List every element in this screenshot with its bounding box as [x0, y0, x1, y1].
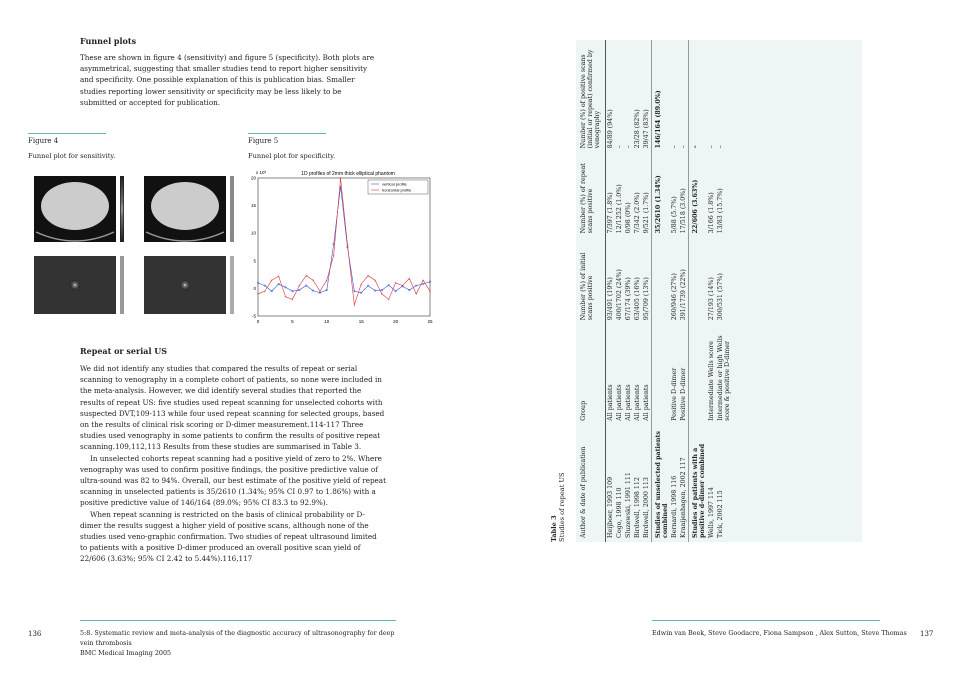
footer-line-1: 5:8. Systematic review and meta-analysis of the diagnostic accuracy of ultrasonography for deep vein thrombosis: [80, 629, 395, 647]
table3-row: [670, 40, 679, 542]
table3-grid: [576, 40, 732, 542]
table3-cell: 35/2610 (1.34%): [652, 152, 671, 237]
table3-cell: 0/98 (0%): [625, 202, 632, 234]
table3-cell: –: [680, 145, 687, 149]
page-number-left: 136: [28, 630, 42, 638]
horizontal-profile-point: +: [256, 292, 260, 297]
table3-row: [716, 40, 732, 542]
repeat-paragraph-2: In unselected cohorts repeat scanning had a positive yield of zero to 2%. Where venography was used to confirm positive findings, the positive predictive value of ultra-sound was 82 to 94%. Overall, our best estimate of the positive yield of repeat scanning in unselected patients is 35/2610 (1.34%; 95% CI 0.97 to 1.86%) with a positive predictive value of 146/164 (89.0%; 95% CI 83.3 to 92.9%).: [80, 453, 386, 508]
horizontal-profile-point: +: [339, 176, 343, 181]
figure5-caption: Funnel plot for specificity.: [248, 152, 336, 160]
y-tick-label: 20: [250, 175, 256, 181]
figure5-exponent: x 10³: [256, 170, 267, 175]
table3-cell: Bernardi, 1998 116: [671, 475, 678, 538]
horizontal-profile-point: +: [380, 292, 384, 297]
repeat-paragraph-1: We did not identify any studies that compared the results of repeat or serial scanning to venography in a complete cohort of patients, so none were included in the meta-analysis. However, we did identify several studies that reported the results of repeat US: five studies used repeat scanning for unselected cohorts with suspected DVT,109-113 while four used repeat scanning for selected groups, based on the results of clinical risk scoring or D-dimer measurement.114-117 Three studies used venography in some patients to confirm the results of positive repeat scanning.109,112,113 Results from these studies are summarised in Table 3.: [80, 364, 385, 452]
horizontal-profile-point: +: [297, 283, 301, 288]
horizontal-profile-point: +: [325, 278, 329, 283]
table3-row: [615, 40, 624, 542]
table3-cell: [689, 237, 708, 324]
y-tick-label: -5: [251, 313, 256, 319]
table3-title: Studies of repeat US: [558, 472, 566, 542]
horizontal-profile-point: +: [284, 294, 287, 299]
table3-cell: 5/88 (5.7%): [671, 196, 678, 234]
y-tick-label: 15: [250, 203, 256, 209]
footer-rule-left: [80, 620, 396, 621]
table3-cell: [689, 324, 708, 425]
horizontal-profile-point: +: [401, 283, 404, 288]
horizontal-profile-point: +: [263, 289, 267, 294]
table3-cell: –: [625, 145, 632, 149]
horizontal-profile-point: +: [277, 274, 281, 279]
horizontal-profile-point: +: [407, 276, 411, 281]
table3-summary-row: [689, 40, 708, 542]
table3-cell: 400/1702 (24%): [616, 269, 623, 321]
horizontal-profile-point: +: [373, 278, 377, 283]
horizontal-profile-line: [258, 178, 430, 308]
x-tick-label: 20: [393, 319, 399, 324]
horizontal-profile-point: +: [332, 253, 336, 258]
table3-cell: Cogo, 1998 110: [616, 487, 623, 538]
table3-cell: 9/521 (1.7%): [643, 192, 650, 234]
footer-left: [80, 628, 410, 658]
legend-horizontal: horizontal profile: [382, 187, 412, 193]
horizontal-profile-point: +: [270, 278, 274, 283]
table3-cell: 3/166 (1.8%): [708, 192, 715, 234]
funnel-plots-heading: Funnel plots: [80, 36, 137, 46]
table3-cell: 27/193 (14%): [708, 277, 715, 321]
table3-label: Table 3: [550, 515, 558, 542]
table3-row: [606, 40, 616, 542]
horizontal-profile-point: +: [421, 278, 425, 283]
table3-header: Number (%) of repeat scans positive: [576, 152, 606, 237]
figure5-plot-title: 1D profiles of 2mm thick elliptical phantom: [301, 171, 395, 177]
vertical-profile-line: [258, 186, 430, 293]
page-number-right: 137: [920, 630, 934, 638]
funnel-plots-paragraph: These are shown in figure 4 (sensitivity) and figure 5 (specificity). Both plots are asymmetrical, suggesting that smaller studies tend to report higher sensitivity and specificity. One possible explanation of this is publication bias. Smaller studies reporting lower sensitivity or specificity may be less likely to be submitted or accepted for publication.: [80, 53, 375, 107]
figure5-label: Figure 5: [248, 137, 279, 145]
horizontal-profile-point: +: [352, 303, 356, 308]
footer-authors: Edwin van Beek, Steve Goodacre, Fiona Sampson , Alex Sutton, Steve Thomas: [652, 629, 907, 637]
figure4-caption: Funnel plot for sensitivity.: [28, 152, 116, 160]
figure5-rule: [248, 133, 326, 134]
x-tick-label: 15: [358, 319, 364, 324]
table3-cell: Birdwell, 1998 112: [634, 477, 641, 538]
horizontal-profile-point: +: [394, 281, 398, 286]
table3-row: [642, 40, 652, 542]
table3-cell: 17/518 (3.0%): [680, 188, 687, 234]
table3-cell: All patients: [643, 384, 650, 421]
horizontal-profile-point: +: [318, 289, 322, 294]
y-tick-label: 10: [250, 230, 256, 236]
table3-cell: 7/342 (2.0%): [634, 192, 641, 234]
table3-cell: Positive D-dimer: [671, 367, 678, 421]
table3-cell: –: [708, 145, 715, 149]
repeat-heading: Repeat or serial US: [80, 346, 168, 356]
figure5-plot: [248, 168, 438, 326]
table3: [576, 40, 862, 542]
figure4-image: [28, 170, 240, 316]
table3-cell: 12/1252 (1.0%): [616, 184, 623, 234]
table3-cell: Birdwell, 2000 113: [643, 477, 650, 538]
table3-cell: 39/47 (83%): [643, 109, 650, 149]
horizontal-profile-point: +: [359, 282, 363, 287]
table3-header: Number (%) of positive scans (initial or repeat) confirmed by venography: [576, 40, 606, 152]
table3-row: [633, 40, 642, 542]
legend-vertical: vertical profile: [382, 181, 407, 187]
table3-row: [679, 40, 689, 542]
table3-cell: Intermediate Wells score: [708, 341, 715, 421]
table3-cell: 260/946 (27%): [671, 273, 678, 321]
table3-header: Author & date of publication: [576, 425, 606, 542]
footer-line-2: BMC Medical Imaging 2005: [80, 649, 172, 657]
table3-cell: All patients: [634, 384, 641, 421]
table3-cell: 95/709 (13%): [643, 277, 650, 321]
footer-rule-right: [652, 620, 880, 621]
x-tick-label: 5: [291, 319, 294, 324]
table3-cell: Studies of patients with a positive d-dimer combined: [689, 425, 708, 542]
table3-cell: 13/83 (15.7%): [717, 188, 724, 234]
horizontal-profile-point: +: [345, 242, 349, 247]
table3-cell: All patients: [616, 384, 623, 421]
repeat-body: [80, 363, 386, 565]
horizontal-profile-point: +: [366, 274, 370, 279]
table3-cell: Intermediate or high Wells score & positive D-dimer: [717, 335, 731, 421]
table3-cell: Wells, 1997 114: [708, 487, 715, 538]
horizontal-profile-point: +: [414, 292, 418, 297]
horizontal-profile-point: +: [311, 278, 315, 283]
horizontal-profile-point: +: [290, 297, 294, 302]
table3-cell: 23/28 (82%): [634, 109, 641, 149]
table3-cell: Studies of unselected patients combined: [652, 425, 671, 542]
y-tick-label: 0: [253, 285, 256, 291]
y-tick-label: 5: [253, 258, 256, 264]
table3-cell: All patients: [625, 384, 632, 421]
table3-cell: Kraaijenhagen, 2002 117: [680, 457, 687, 538]
table3-cell: 63/405 (16%): [634, 277, 641, 321]
table3-side-label: [548, 40, 578, 542]
x-tick-label: 0: [256, 319, 260, 324]
figure4-rule: [28, 133, 106, 134]
table3-row: [707, 40, 716, 542]
plot-legend: [368, 180, 428, 194]
table3-cell: All patients: [607, 384, 614, 421]
table3-cell: 146/164 (89.0%): [652, 40, 671, 152]
table3-cell: –: [717, 145, 724, 149]
table3-cell: [652, 237, 671, 324]
table3-cell: 300/531 (57%): [717, 273, 724, 321]
x-tick-label: 25: [427, 319, 433, 324]
repeat-paragraph-3: When repeat scanning is restricted on the basis of clinical probability or D-dimer the results suggest a higher yield of positive scans, although none of the studies used veno-graphic confirmation. Two studies of repeat ultrasound limited to patients with a positive D-dimer produced an overall positive scan yield of 22/606 (3.63%; 95% CI 2.42 to 5.44%).116,117: [80, 509, 377, 564]
table3-header: Number (%) of initial scans positive: [576, 237, 606, 324]
figure4-label: Figure 4: [28, 137, 59, 145]
table3-cell: –: [671, 145, 678, 149]
table3-cell: 67/174 (39%): [625, 277, 632, 321]
table3-cell: 93/491 (19%): [607, 277, 614, 321]
table3-cell: Tick, 2002 115: [717, 490, 724, 538]
table3-cell: Positive D-dimer: [680, 367, 687, 421]
table3-header: Group: [576, 324, 606, 425]
table3-cell: 22/606 (3.63%): [689, 152, 708, 237]
horizontal-profile-point: +: [304, 274, 308, 279]
table3-cell: –: [616, 145, 623, 149]
x-tick-label: 10: [324, 319, 330, 324]
table3-cell: 84/89 (94%): [607, 109, 614, 149]
table3-cell: [652, 324, 671, 425]
table3-cell: 7/397 (1.8%): [607, 192, 614, 234]
horizontal-profile-point: +: [387, 297, 391, 302]
table3-row: [624, 40, 633, 542]
table3-summary-row: [652, 40, 671, 542]
horizontal-profile-point: +: [428, 289, 432, 294]
table3-cell: 391/1739 (22%): [680, 269, 687, 321]
table3-cell: Sluzewski, 1991 111: [625, 472, 632, 538]
table3-cell: –: [689, 40, 708, 152]
table3-cell: Heijboer, 1993 109: [607, 476, 614, 538]
